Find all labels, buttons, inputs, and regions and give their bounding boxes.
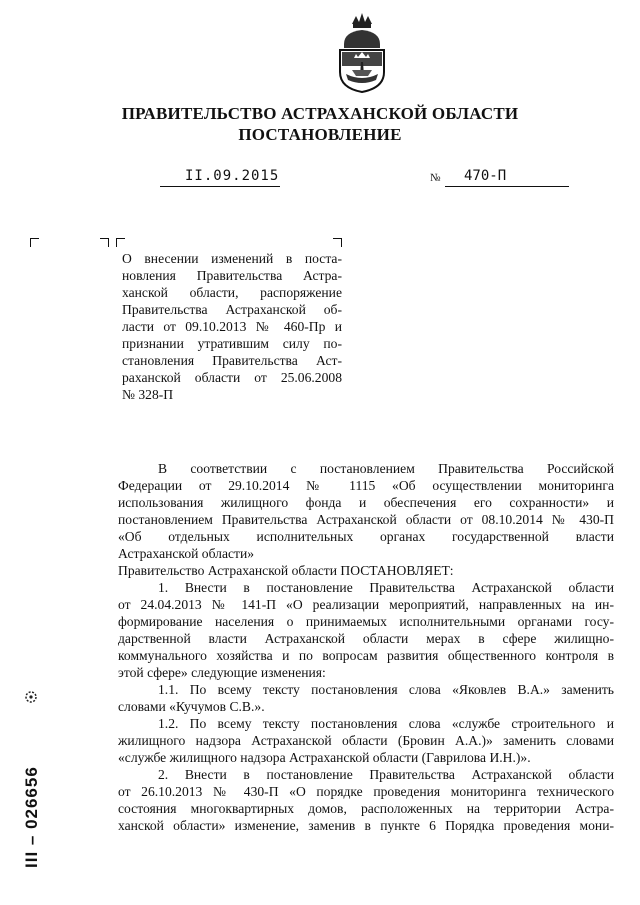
body-line: от 26.10.2013 № 430-П «О порядке проведения мониторинга технического (118, 784, 614, 799)
body-line: коммунального хозяйства и по вопросам развития общественного контроля в (118, 648, 614, 663)
body-line: 2. Внести в постановление Правительства Астраханской области (158, 767, 614, 782)
document-type-title: ПОСТАНОВЛЕНИЕ (238, 125, 402, 144)
stamp-mark-icon (24, 690, 38, 704)
document-date: II.09.2015 (185, 168, 280, 184)
body-line: 1.1. По всему тексту постановления слова «Яковлев В.А.» заменить (158, 682, 614, 697)
subject-line: раханской области от 25.06.2008 (122, 370, 342, 385)
body-line: Правительство Астраханской области ПОСТАНОВЛЯЕТ: (118, 563, 454, 578)
subject-line: становления Правительства Аст- (122, 353, 342, 368)
body-line: дарственной власти Астраханской области мерах в сфере жилищно- (118, 631, 614, 646)
body-line: словами «Кучумов С.В.». (118, 699, 265, 714)
body-line: В соответствии с постановлением Правительства Российской (158, 461, 614, 476)
subject-line: новления Правительства Астра- (122, 268, 342, 283)
document-number: 470-П (464, 168, 507, 184)
number-sign: № (430, 172, 441, 184)
body-line: Федерации от 29.10.2014 № 1115 «Об осуществлении мониторинга (118, 478, 614, 493)
corner-mark-left (30, 238, 39, 247)
body-line: использования жилищного фонда и обеспечения его сохранности» и (118, 495, 614, 510)
body-line: «Об отдельных исполнительных органах государственной власти (118, 529, 614, 544)
corner-mark-right (100, 238, 109, 247)
body-line: состояния многоквартирных домов, расположенных на территории Астра- (118, 801, 614, 816)
subject-line: признании утратившим силу по- (122, 336, 342, 351)
body-line: жилищного надзора Астраханской области (Бровин А.А.)» заменить словами (118, 733, 614, 748)
body-line: Астраханской области» (118, 546, 255, 561)
body-line: постановлением Правительства Астраханской области от 08.10.2014 № 430-П (118, 512, 614, 527)
body-line: 1.2. По всему тексту постановления слова «службе строительного и (158, 716, 614, 731)
subject-corner-left (116, 238, 125, 247)
subject-line: ласти от 09.10.2013 № 460-Пр и (122, 319, 342, 334)
body-line: «службе жилищного надзора Астраханской области (Гаврилова И.Н.)». (118, 750, 531, 765)
document-subject (122, 250, 342, 403)
body-line: этой сфере» следующие изменения: (118, 665, 326, 680)
subject-line: О внесении изменений в поста- (122, 251, 342, 266)
subject-corner-right (333, 238, 342, 247)
subject-line: № 328-П (122, 387, 174, 402)
government-title: ПРАВИТЕЛЬСТВО АСТРАХАНСКОЙ ОБЛАСТИ (121, 104, 519, 123)
coat-of-arms-icon (334, 10, 390, 94)
document-body (118, 460, 614, 834)
body-line: от 24.04.2013 № 141-П «О реализации мероприятий, направленных на ин- (118, 597, 614, 612)
subject-line: Правительства Астраханской об- (122, 302, 342, 317)
body-line: ханской области» изменение, заменив в пункте 6 Порядка проведения мони- (118, 818, 614, 833)
body-line: формирование населения о принимаемых исполнительными органами госу- (118, 614, 614, 629)
subject-line: ханской области, распоряжение (122, 285, 342, 300)
body-line: 1. Внести в постановление Правительства Астраханской области (158, 580, 614, 595)
form-serial-number: III – 026656 (22, 766, 41, 868)
